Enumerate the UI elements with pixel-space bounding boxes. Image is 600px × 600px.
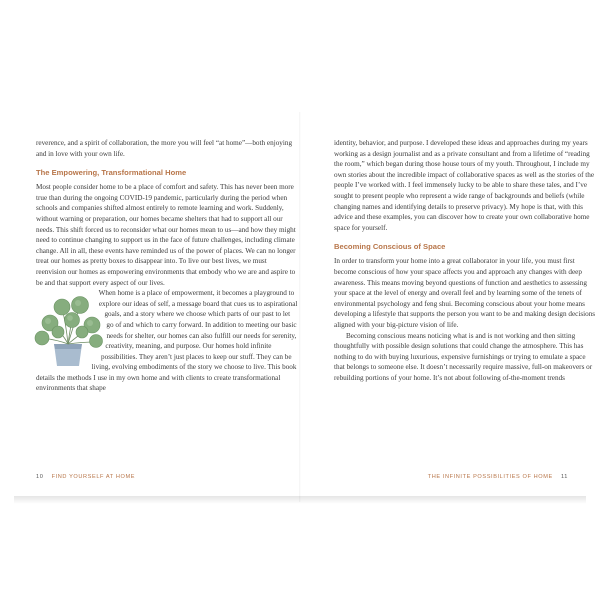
right-paragraph-1: In order to transform your home into a great collaborator in your life, you must first become conscious of how your space affects you and approach any changes with deep awareness. This means moving beyond questions of function and aesthetics to assessing your space at the level of energy and overall feel and by learning some of the tenets of environmental psychology and feng shui. Becoming conscious about your home means developing a lifestyle that supports the person you want to be and making design decisions aligned with your big-picture vision of life. [334, 257, 596, 329]
right-continuation-paragraph: identity, behavior, and purpose. I developed these ideas and approaches during my years working as a design journalist and as a private consultant and from a lifetime of “reading the room,” which began during those house tours of my youth. Throughout, I include my own stories about the incredible impact of collaborative spaces as well as the stories of the people I’ve worked with. I feel immensely lucky to be able to share these tales, and I’ve sought to present people who represent a wide range of backgrounds and beliefs (while changing names and identifying details to preserve privacy). My hope is that, with this advice and these examples, you can discover how to create your own collaborative home space for yourself. [334, 139, 595, 232]
left-paragraph-2: When home is a place of empowerment, it becomes a playground to explore our ideas of self, a message board that cues us to aspirational goals, and a story where we choose which parts of our past to let go of and which to carry forward. In addition to meeting our basic needs for shelter, our homes can also fulfill our needs for serenity, creativity, meaning, and purpose. Our homes hold infinite possibilities. They aren’t just places to keep our stuff. They can be living, evolving embodiments of the story we choose to live. This book details the methods I use in my own home and with clients to create transformational environments that shape [36, 289, 298, 393]
left-footer [36, 474, 135, 480]
right-page-number: 11 [560, 474, 568, 480]
right-section-heading: Becoming Conscious of Space [334, 242, 446, 252]
left-page-number: 10 [36, 474, 44, 480]
left-paragraph-1: Most people consider home to be a place of comfort and safety. This has never been more true than during the ongoing COVID-19 pandemic, particularly during the period when schools and companies shifted almost entirely to remote learning and work. Suddenly, without warning or preparation, our homes became shelters that had to support all our needs. This shift forced us to reconsider what our homes mean to us—and how they might need to continue changing to support us in the face of future challenges, including climate change. All in all, these events have reminded us of the power of places. We can no longer treat our homes as pretty boxes to disappear into. To live our best lives, we must reenvision our homes as empowering environments that embody who we are and aspire to be and that support every aspect of our lives. [36, 183, 296, 287]
left-continuation-paragraph: reverence, and a spirit of collaboration, the more you will feel “at home”—both enjoying and in love with your own life. [36, 139, 293, 158]
left-section-heading: The Empowering, Transformational Home [36, 168, 187, 178]
right-running-title: THE INFINITE POSSIBILITIES OF HOME [427, 474, 553, 480]
left-paragraph-2-wrap [36, 288, 298, 394]
plant-illustration-icon [32, 294, 104, 368]
right-paragraph-2: Becoming conscious means noticing what is and is not working and then sitting thoughtfully with possible design solutions that could change the atmosphere. This has nothing to do with buying luxurious, expensive furnishings or trying to emulate a space that belongs to someone else. It doesn’t necessarily require massive, full-on makeovers or rebuilding portions of your home. It’s not about following of-the-moment trends [334, 331, 593, 382]
left-running-title: FIND YOURSELF AT HOME [51, 474, 136, 480]
right-page [334, 138, 596, 383]
spread-content [14, 112, 596, 502]
right-footer [428, 474, 568, 480]
left-page [36, 138, 298, 394]
